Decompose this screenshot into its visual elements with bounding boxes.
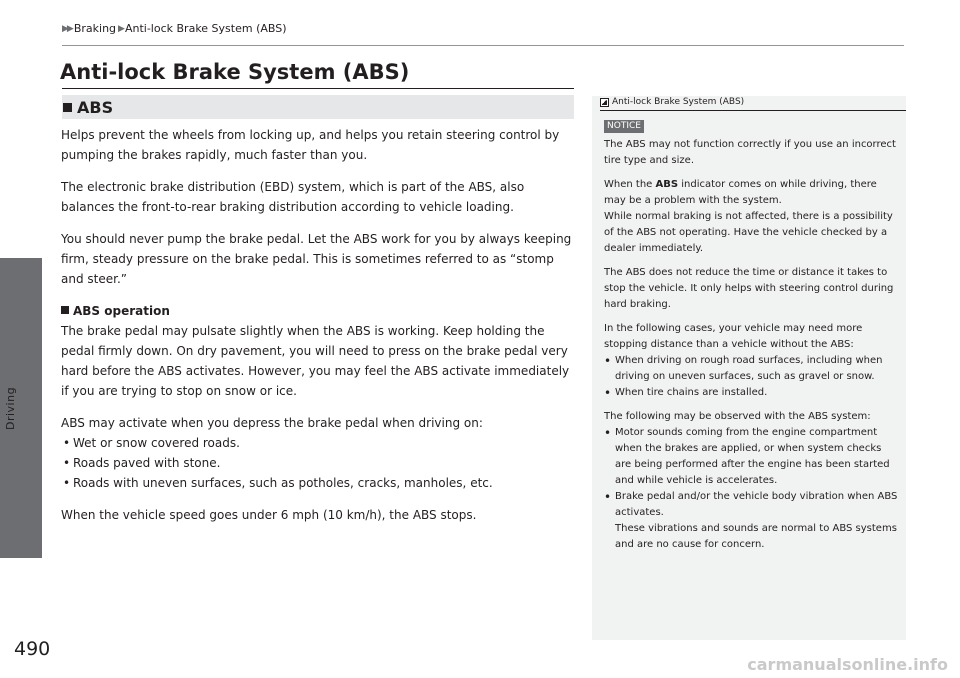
reference-marker-icon — [600, 98, 609, 107]
indicator-text-2: While normal braking is not affected, there is a possibility of the ABS not operating. Have the vehicle checked by a dealer immediately. — [604, 211, 893, 254]
abs-closing-text: When the vehicle speed goes under 6 mph (10 km/h), the ABS stops. — [61, 508, 477, 522]
abs-paragraph: Helps prevent the wheels from locking up, and helps you retain steering control by pumping the brakes rapidly, much faster than you. — [61, 128, 560, 162]
abs-heading-text: ABS — [77, 97, 114, 117]
list-item: • When tire chains are installed. — [604, 385, 898, 401]
abs-indicator-label: ABS — [655, 179, 679, 190]
header-divider — [62, 45, 904, 46]
breadcrumb-arrow-icon: ▶▶ — [62, 23, 72, 34]
abs-paragraph: You should never pump the brake pedal. Let the ABS work for you by always keeping firm, steady pressure on the brake pedal. This is sometimes referred to as “stomp and steer.” — [61, 232, 572, 286]
observed-intro: The following may be observed with the ABS system: — [604, 411, 871, 422]
notice-text: The ABS may not function correctly if you use an incorrect tire type and size. — [604, 139, 896, 166]
watermark: carmanualsonline.info — [747, 655, 948, 674]
list-item: • When driving on rough road surfaces, including when driving on uneven surfaces, such as gravel or snow. — [604, 353, 898, 385]
abs-section-heading — [62, 95, 574, 119]
list-item: • Wet or snow covered roads. — [61, 433, 577, 453]
no-reduce-text: The ABS does not reduce the time or distance it takes to stop the vehicle. It only helps with steering control during hard braking. — [604, 267, 894, 310]
observed-list — [604, 425, 898, 521]
list-item: • Roads with uneven surfaces, such as potholes, cracks, manholes, etc. — [61, 473, 577, 493]
abs-list-intro: ABS may activate when you depress the brake pedal when driving on: — [61, 416, 483, 430]
sidebar-title-text: Anti-lock Brake System (ABS) — [612, 97, 745, 107]
abs-paragraph: The electronic brake distribution (EBD) system, which is part of the ABS, also balances the front-to-rear braking distribution according to vehicle loading. — [61, 180, 525, 214]
list-item: • Brake pedal and/or the vehicle body vibration when ABS activates. — [604, 489, 898, 521]
list-item: • Motor sounds coming from the engine compartment when the brakes are applied, or when system checks are being performed after the engine has been started and while vehicle is accelerates. — [604, 425, 898, 489]
cases-list — [604, 353, 898, 401]
sidebar-divider — [600, 110, 906, 111]
notice-badge: NOTICE — [604, 120, 644, 133]
square-bullet-icon — [63, 103, 72, 112]
square-bullet-icon — [61, 306, 69, 314]
breadcrumb — [62, 22, 287, 35]
abs-conditions-list — [61, 433, 577, 493]
sidebar-title — [600, 97, 744, 107]
title-divider — [62, 88, 574, 89]
abs-operation-text: The brake pedal may pulsate slightly when the ABS is working. Keep holding the pedal firmly down. On dry pavement, you will need to press on the brake pedal very hard before the ABS activates. However, you may feel the ABS activate immediately if you are trying to stop on snow or ice. — [61, 324, 570, 398]
section-tab-label: Driving — [4, 386, 17, 430]
abs-body — [61, 125, 577, 537]
abs-operation-heading-text: ABS operation — [73, 304, 170, 318]
sidebar-text — [604, 137, 898, 553]
indicator-text: When the ABS indicator comes on while driving, there may be a problem with the system. — [604, 179, 877, 206]
breadcrumb-item-braking[interactable]: Braking — [73, 22, 117, 35]
abs-operation-heading — [61, 301, 577, 321]
list-item: • Roads paved with stone. — [61, 453, 577, 473]
breadcrumb-arrow-icon: ▶ — [118, 23, 123, 34]
cases-intro: In the following cases, your vehicle may need more stopping distance than a vehicle without the ABS: — [604, 323, 863, 350]
page-title: Anti-lock Brake System (ABS) — [60, 60, 410, 84]
page-number: 490 — [14, 638, 51, 660]
observed-note: These vibrations and sounds are normal to ABS systems and are no cause for concern. — [615, 523, 897, 550]
breadcrumb-item-abs[interactable]: Anti-lock Brake System (ABS) — [124, 22, 287, 35]
